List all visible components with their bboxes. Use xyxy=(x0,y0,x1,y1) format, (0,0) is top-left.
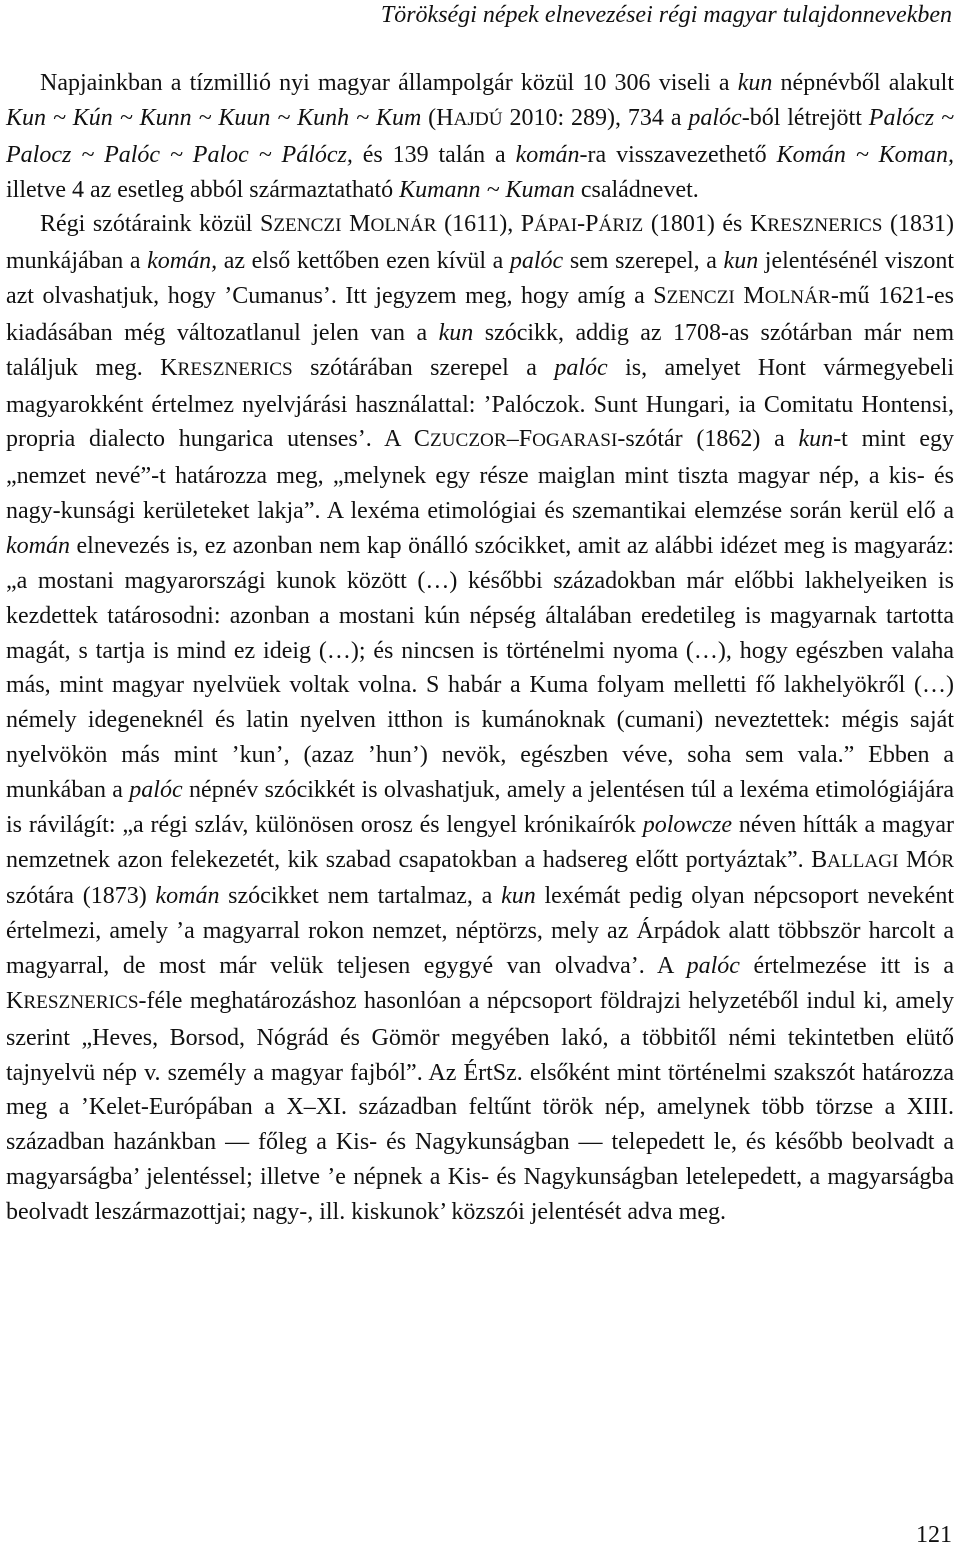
running-head: Törökségi népek elnevezései régi magyar tulajdonnevekben xyxy=(380,2,952,28)
italic-run: kun xyxy=(798,426,834,453)
text-run: Régi szótáraink közül S xyxy=(40,211,274,238)
italic-run: Palócz ~ Palocz ~ Palóc ~ Paloc ~ Pálócz, xyxy=(6,104,954,168)
italic-run: palóc xyxy=(686,953,740,980)
small-caps-run: ZUCZOR xyxy=(429,430,507,452)
italic-run: Kun ~ Kún ~ Kunn ~ Kuun ~ Kunh ~ Kum xyxy=(6,104,422,131)
text-run: -ra visszavezethető xyxy=(579,141,777,168)
text-run: M xyxy=(898,846,928,873)
italic-run: palóc xyxy=(509,248,564,275)
text-run: -P xyxy=(577,211,599,238)
italic-run: komán xyxy=(515,141,580,168)
small-caps-run: OLNÁR xyxy=(764,287,831,309)
text-run: családnevet. xyxy=(574,176,699,203)
text-run: (1831) munkájában a xyxy=(6,211,955,275)
text-run: -t mint egy „nemzet nevé”-t határozza meg, „melynek egy része maiglan mint tiszta magyar nép, a kis- és nagy-kunsági kerületeket lakja”. A lexéma etimológiai és szemantikai elemzése során kerül elő a xyxy=(6,426,954,525)
small-caps-run: OGARASI xyxy=(532,430,618,452)
small-caps-run: OLNÁR xyxy=(370,215,437,237)
small-caps-run: RESZNERICS xyxy=(767,215,883,237)
text-run: népnévből alakult xyxy=(772,70,954,96)
text-run: elnevezés is, ez azonban nem kap önálló szócikket, amit az alábbi idézet meg is magyaráz: „a mostani magyarországi kunok között (…) későbbi századokban már előbbi lakhelyeiken is kezdettek tatárosodni: azonban a mostani kún népség általában eredetileg is magyarnak tartotta magát, s tartja is mind ez ideig (…); és nincsen is történelmi nyoma (…), hogy egészben valaha más, mint magyar nyelvüek voltak volna. S habár a Kuma folyam melletti fő lakhelyökről (…) némely idegeneknél és latin nyelven itthon is kumánoknak (cumani) neveztettek: mégis saját nyelvökön más mint ’kun’, (azaz ’hun’) nevök, egészben véve, soha sem vala.” Ebben a munkában a xyxy=(6,532,954,803)
small-caps-run: ALLAGI xyxy=(827,850,899,872)
text-run: (1611), P xyxy=(436,211,535,238)
small-caps-run: ÁRIZ xyxy=(598,215,644,237)
text-run: az első kettőben ezen kívül a xyxy=(217,248,510,275)
text-run: néven hítták a magyar nemzetnek azon felekezetét, kik szabad csapatokban a hadsereg előtt portyáztak”. B xyxy=(6,811,955,873)
italic-run: palóc xyxy=(688,104,742,131)
italic-run: Komán ~ Koman, xyxy=(776,141,954,168)
italic-run: palóc xyxy=(129,776,183,803)
text-run: illetve 4 az esetleg abból származtatható xyxy=(6,176,400,203)
text-run: M xyxy=(734,283,765,310)
text-run: –F xyxy=(506,426,533,453)
text-run: lexémát pedig olyan népcsoport neveként értelmezi, amely ’a magyarral rokon nemzet, néptörzs, mely az Árpádok alatt többször harcolt a magyarral, de most már velük teljesen egygyé van olvadva’. A xyxy=(6,883,954,980)
text-run: szótára (1873) xyxy=(6,883,156,910)
text-run: -féle meghatározáshoz hasonlóan a népcsoport földrajzi helyzetéből indul ki, amely szerint „Heves, Borsod, Nógrád és Gömör megyében lakó, a többitől némi tekintetben elütő tajnyelvü nép v. személy a magyar fajból”. Az ÉrtSz. elsőként mint történelmi szakszót határozza meg a ’Kelet-Európában a X–XI. században feltűnt török nép, amelynek több törzse a XIII. században hazánkban — főleg a Kis- és Nagykunságban — telepedett le, és később beolvadt a magyarságba’ jelentéssel; illetve ’e népnek a Kis- és Nagykunságban letelepedett, a magyarságba beolvadt leszármazottjai; nagy-, ill. kiskunok’ közszói jelentését adva meg. xyxy=(6,987,954,1225)
small-caps-run: RESZNERICS xyxy=(177,358,293,380)
text-run: (H xyxy=(421,104,454,131)
text-run: és 139 talán a xyxy=(352,141,516,168)
small-caps-run: ÁPAI xyxy=(534,215,578,237)
text-run: is, amelyet Hont vármegyebeli magyarokként értelmez nyelvjárási használattal: ’Palóczok. Sunt Hungari, ia Comitatu Hontensi, propria dialecto hungarica utenses’. A C xyxy=(6,354,954,453)
italic-run: palóc xyxy=(554,354,608,381)
small-caps-run: AJDÚ xyxy=(453,108,503,130)
small-caps-run: ÓR xyxy=(927,850,954,872)
italic-run: polowcze xyxy=(642,811,733,838)
text-run: -ból létrejött xyxy=(741,104,869,131)
text-run: Napjainkban a tízmillió nyi magyar állampolgár közül 10 306 viseli a xyxy=(40,70,738,96)
text-run: szótárában szerepel a xyxy=(292,354,555,381)
page-number: 121 xyxy=(916,1522,952,1548)
text-run: értelmezése itt is a K xyxy=(6,953,954,1014)
italic-run: kun xyxy=(737,70,773,96)
italic-run: kun xyxy=(723,248,759,275)
italic-run: komán xyxy=(6,532,70,559)
text-run: sem szerepel, a xyxy=(563,248,724,275)
italic-run: komán, xyxy=(147,248,218,275)
paragraph-2 xyxy=(6,207,954,1229)
text-run: M xyxy=(341,211,371,238)
italic-run: komán xyxy=(155,883,220,910)
italic-run: kun xyxy=(501,883,536,910)
text-run: 2010: 289), 734 a xyxy=(502,104,689,131)
small-caps-run: ZENCZI xyxy=(666,287,735,309)
text-run: (1801) és K xyxy=(643,211,768,238)
text-run: szócikk, addig az 1708-as szótárban már nem találjuk meg. K xyxy=(6,319,954,381)
text-run: jelentésénél viszont azt olvashatjuk, hogy ’Cumanus’. Itt jegyzem meg, hogy amíg a S xyxy=(6,248,955,310)
small-caps-run: ZENCZI xyxy=(273,215,342,237)
text-run: -szótár (1862) a xyxy=(617,426,799,453)
small-caps-run: RESZNERICS xyxy=(23,991,139,1013)
text-run: szócikket nem tartalmaz, a xyxy=(219,883,502,910)
paragraph-1 xyxy=(6,66,954,207)
text-run: népnév szócikkét is olvashatjuk, amely a jelentésen túl a lexéma etimológiájára is rávilágít: „a régi szláv, különösen orosz és lengyel krónikaírók xyxy=(6,776,955,838)
text-run: -mű 1621-es kiadásában még változatlanul jelen van a xyxy=(6,283,954,346)
body-text xyxy=(6,66,954,1230)
italic-run: kun xyxy=(438,319,474,346)
italic-run: Kumann ~ Kuman xyxy=(399,176,575,203)
